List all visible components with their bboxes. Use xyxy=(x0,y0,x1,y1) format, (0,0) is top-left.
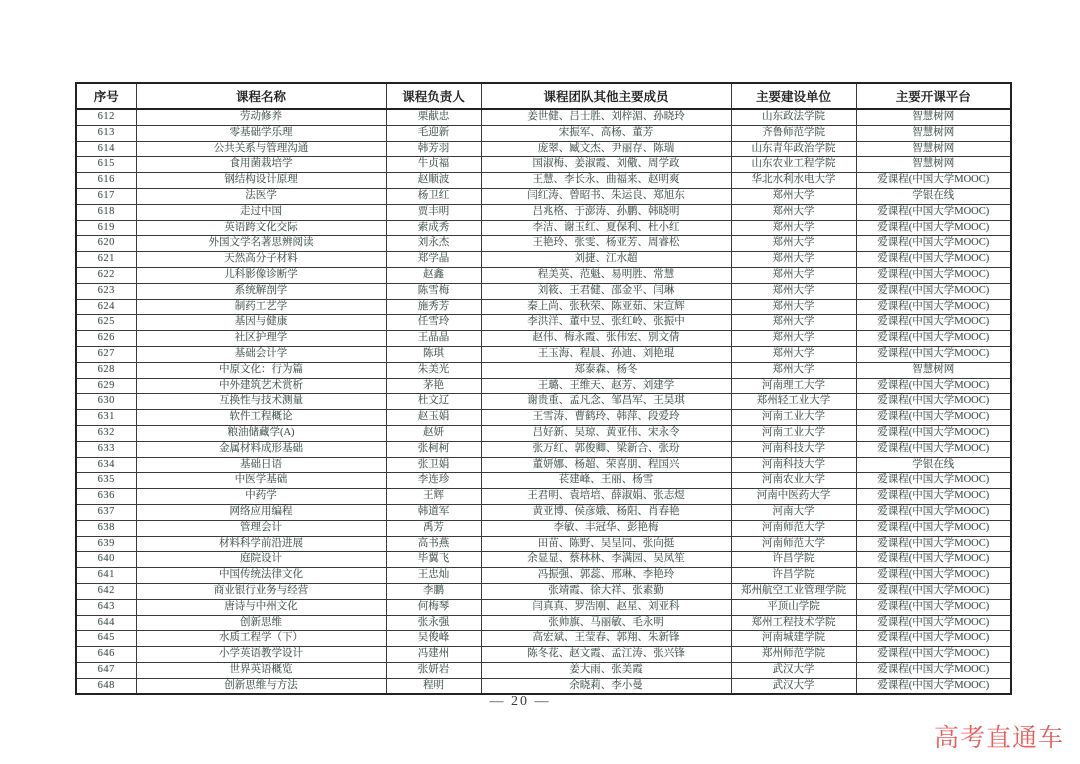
cell-unit: 河南科技大学 xyxy=(731,457,856,473)
cell-unit: 河南师范大学 xyxy=(731,520,856,536)
cell-course-name: 公共关系与管理沟通 xyxy=(136,141,386,157)
cell-unit: 华北水利水电大学 xyxy=(731,173,856,189)
cell-platform: 爱课程(中国大学MOOC) xyxy=(856,599,1011,615)
cell-unit: 河南师范大学 xyxy=(731,536,856,552)
cell-leader: 张妍岩 xyxy=(386,662,481,678)
cell-course-name: 创新思维与方法 xyxy=(136,678,386,694)
cell-platform: 爱课程(中国大学MOOC) xyxy=(856,631,1011,647)
header-cell-seq: 序号 xyxy=(76,83,136,109)
cell-platform: 智慧树网 xyxy=(856,157,1011,173)
cell-unit: 郑州大学 xyxy=(731,346,856,362)
cell-leader: 杨卫红 xyxy=(386,188,481,204)
cell-platform: 爱课程(中国大学MOOC) xyxy=(856,394,1011,410)
table-row xyxy=(76,378,1011,394)
cell-leader: 赵顺波 xyxy=(386,173,481,189)
cell-members: 吕好新、吴琼、黄亚伟、宋永令 xyxy=(481,425,731,441)
cell-seq: 641 xyxy=(76,568,136,584)
cell-seq: 618 xyxy=(76,204,136,220)
cell-platform: 智慧树网 xyxy=(856,109,1011,125)
cell-course-name: 材料科学前沿进展 xyxy=(136,536,386,552)
cell-members: 姜世健、吕士胜、刘梓湄、孙晓玲 xyxy=(481,109,731,125)
cell-seq: 645 xyxy=(76,631,136,647)
cell-seq: 646 xyxy=(76,647,136,663)
cell-seq: 632 xyxy=(76,425,136,441)
cell-course-name: 法医学 xyxy=(136,188,386,204)
cell-leader: 冯建州 xyxy=(386,647,481,663)
cell-course-name: 粮油储藏学(A) xyxy=(136,425,386,441)
cell-platform: 爱课程(中国大学MOOC) xyxy=(856,378,1011,394)
cell-course-name: 唐诗与中州文化 xyxy=(136,599,386,615)
cell-platform: 爱课程(中国大学MOOC) xyxy=(856,583,1011,599)
cell-members: 王玉海、程晨、孙迪、刘艳琨 xyxy=(481,346,731,362)
cell-seq: 619 xyxy=(76,220,136,236)
page-number: — 20 — xyxy=(489,694,551,709)
table-row xyxy=(76,252,1011,268)
cell-members: 程美英、范魁、易明胜、常慧 xyxy=(481,267,731,283)
cell-unit: 郑州大学 xyxy=(731,236,856,252)
cell-members: 黄亚博、侯彦娥、杨阳、肖春艳 xyxy=(481,504,731,520)
cell-seq: 624 xyxy=(76,299,136,315)
table-body xyxy=(76,109,1011,694)
cell-leader: 李鹏 xyxy=(386,583,481,599)
cell-leader: 李连珍 xyxy=(386,473,481,489)
table-row xyxy=(76,204,1011,220)
cell-leader: 赵玉娟 xyxy=(386,410,481,426)
cell-leader: 张永强 xyxy=(386,615,481,631)
cell-leader: 张柯柯 xyxy=(386,441,481,457)
cell-leader: 吴俊峰 xyxy=(386,631,481,647)
cell-members: 冯振强、郭蕊、邢琳、李艳玲 xyxy=(481,568,731,584)
table-row xyxy=(76,267,1011,283)
cell-unit: 齐鲁师范学院 xyxy=(731,125,856,141)
cell-leader: 朱美光 xyxy=(386,362,481,378)
cell-course-name: 走过中国 xyxy=(136,204,386,220)
cell-course-name: 小学英语教学设计 xyxy=(136,647,386,663)
cell-members: 宋振军、高杨、董芳 xyxy=(481,125,731,141)
cell-unit: 许昌学院 xyxy=(731,552,856,568)
cell-seq: 621 xyxy=(76,252,136,268)
cell-course-name: 管理会计 xyxy=(136,520,386,536)
cell-seq: 617 xyxy=(76,188,136,204)
cell-seq: 628 xyxy=(76,362,136,378)
cell-platform: 爱课程(中国大学MOOC) xyxy=(856,299,1011,315)
table-row xyxy=(76,489,1011,505)
cell-seq: 629 xyxy=(76,378,136,394)
cell-course-name: 制药工艺学 xyxy=(136,299,386,315)
cell-seq: 638 xyxy=(76,520,136,536)
cell-platform: 爱课程(中国大学MOOC) xyxy=(856,568,1011,584)
cell-leader: 韩芳羽 xyxy=(386,141,481,157)
cell-seq: 622 xyxy=(76,267,136,283)
cell-members: 李敏、丰冠华、彭艳梅 xyxy=(481,520,731,536)
cell-platform: 爱课程(中国大学MOOC) xyxy=(856,441,1011,457)
cell-course-name: 庭院设计 xyxy=(136,552,386,568)
table-row xyxy=(76,504,1011,520)
cell-platform: 爱课程(中国大学MOOC) xyxy=(856,473,1011,489)
table-row xyxy=(76,678,1011,694)
table-row xyxy=(76,536,1011,552)
cell-unit: 河南科技大学 xyxy=(731,441,856,457)
cell-unit: 郑州轻工业大学 xyxy=(731,394,856,410)
table-row xyxy=(76,647,1011,663)
cell-unit: 郑州大学 xyxy=(731,315,856,331)
table-row xyxy=(76,410,1011,426)
header-cell-members: 课程团队其他主要成员 xyxy=(481,83,731,109)
cell-unit: 郑州工程技术学院 xyxy=(731,615,856,631)
cell-course-name: 外国文学名著思辨阅读 xyxy=(136,236,386,252)
table-row xyxy=(76,568,1011,584)
cell-unit: 郑州大学 xyxy=(731,283,856,299)
cell-members: 陈冬花、赵文霞、孟江涛、张兴锋 xyxy=(481,647,731,663)
cell-members: 余晓莉、李小曼 xyxy=(481,678,731,694)
cell-course-name: 钢结构设计原理 xyxy=(136,173,386,189)
cell-seq: 633 xyxy=(76,441,136,457)
cell-course-name: 互换性与技术测量 xyxy=(136,394,386,410)
cell-unit: 郑州大学 xyxy=(731,267,856,283)
cell-platform: 爱课程(中国大学MOOC) xyxy=(856,410,1011,426)
table-row xyxy=(76,283,1011,299)
cell-leader: 毕翼飞 xyxy=(386,552,481,568)
cell-members: 刘捷、江水超 xyxy=(481,252,731,268)
cell-unit: 山东政法学院 xyxy=(731,109,856,125)
cell-leader: 陈琪 xyxy=(386,346,481,362)
cell-course-name: 基础日语 xyxy=(136,457,386,473)
cell-leader: 郑学晶 xyxy=(386,252,481,268)
cell-leader: 索成秀 xyxy=(386,220,481,236)
cell-unit: 河南工业大学 xyxy=(731,425,856,441)
cell-seq: 626 xyxy=(76,331,136,347)
cell-course-name: 儿科影像诊断学 xyxy=(136,267,386,283)
table-row xyxy=(76,173,1011,189)
cell-platform: 爱课程(中国大学MOOC) xyxy=(856,236,1011,252)
cell-members: 郑泰森、杨冬 xyxy=(481,362,731,378)
cell-unit: 郑州大学 xyxy=(731,299,856,315)
cell-course-name: 天然高分子材料 xyxy=(136,252,386,268)
cell-unit: 郑州大学 xyxy=(731,220,856,236)
cell-unit: 河南工业大学 xyxy=(731,410,856,426)
header-cell-unit: 主要建设单位 xyxy=(731,83,856,109)
cell-leader: 任雪玲 xyxy=(386,315,481,331)
table-row xyxy=(76,599,1011,615)
cell-unit: 武汉大学 xyxy=(731,678,856,694)
cell-leader: 王忠灿 xyxy=(386,568,481,584)
table-row xyxy=(76,315,1011,331)
table-header-row xyxy=(76,83,1011,109)
cell-platform: 爱课程(中国大学MOOC) xyxy=(856,252,1011,268)
cell-members: 张万红、郭俊卿、梁新合、张玢 xyxy=(481,441,731,457)
cell-course-name: 中医学基础 xyxy=(136,473,386,489)
table-row xyxy=(76,125,1011,141)
cell-seq: 616 xyxy=(76,173,136,189)
cell-members: 王雪涛、曹鹤玲、韩萍、段爱玲 xyxy=(481,410,731,426)
cell-leader: 贾丰明 xyxy=(386,204,481,220)
cell-members: 王璐、王维天、赵芳、刘建学 xyxy=(481,378,731,394)
cell-course-name: 世界英语概览 xyxy=(136,662,386,678)
cell-platform: 爱课程(中国大学MOOC) xyxy=(856,520,1011,536)
cell-seq: 640 xyxy=(76,552,136,568)
cell-seq: 620 xyxy=(76,236,136,252)
cell-platform: 爱课程(中国大学MOOC) xyxy=(856,615,1011,631)
cell-unit: 武汉大学 xyxy=(731,662,856,678)
cell-platform: 智慧树网 xyxy=(856,141,1011,157)
cell-members: 张帅旗、马丽敏、毛永明 xyxy=(481,615,731,631)
table-row xyxy=(76,331,1011,347)
cell-platform: 爱课程(中国大学MOOC) xyxy=(856,489,1011,505)
cell-leader: 茅艳 xyxy=(386,378,481,394)
table-row xyxy=(76,615,1011,631)
table-row xyxy=(76,662,1011,678)
cell-course-name: 零基础学乐理 xyxy=(136,125,386,141)
table-row xyxy=(76,220,1011,236)
cell-platform: 爱课程(中国大学MOOC) xyxy=(856,678,1011,694)
cell-members: 闫红涛、曾昭书、朱运良、郑旭东 xyxy=(481,188,731,204)
cell-seq: 644 xyxy=(76,615,136,631)
cell-platform: 爱课程(中国大学MOOC) xyxy=(856,504,1011,520)
header-cell-course: 课程名称 xyxy=(136,83,386,109)
header-cell-leader: 课程负责人 xyxy=(386,83,481,109)
cell-unit: 郑州师范学院 xyxy=(731,647,856,663)
cell-seq: 647 xyxy=(76,662,136,678)
cell-platform: 爱课程(中国大学MOOC) xyxy=(856,536,1011,552)
cell-leader: 程明 xyxy=(386,678,481,694)
cell-leader: 施秀芳 xyxy=(386,299,481,315)
cell-unit: 郑州大学 xyxy=(731,252,856,268)
cell-unit: 山东农业工程学院 xyxy=(731,157,856,173)
cell-members: 刘筱、王君健、邵金平、闫琳 xyxy=(481,283,731,299)
cell-leader: 韩道军 xyxy=(386,504,481,520)
table-row xyxy=(76,236,1011,252)
cell-course-name: 英语跨文化交际 xyxy=(136,220,386,236)
cell-unit: 山东青年政治学院 xyxy=(731,141,856,157)
cell-seq: 623 xyxy=(76,283,136,299)
cell-course-name: 中原文化：行为篇 xyxy=(136,362,386,378)
cell-unit: 许昌学院 xyxy=(731,568,856,584)
cell-seq: 636 xyxy=(76,489,136,505)
cell-platform: 爱课程(中国大学MOOC) xyxy=(856,315,1011,331)
cell-course-name: 基因与健康 xyxy=(136,315,386,331)
cell-course-name: 社区护理学 xyxy=(136,331,386,347)
cell-course-name: 劳动修养 xyxy=(136,109,386,125)
cell-members: 王艳玲、张雯、杨亚芳、周睿松 xyxy=(481,236,731,252)
cell-seq: 631 xyxy=(76,410,136,426)
cell-seq: 648 xyxy=(76,678,136,694)
cell-leader: 牛贞福 xyxy=(386,157,481,173)
cell-unit: 郑州航空工业管理学院 xyxy=(731,583,856,599)
cell-unit: 河南理工大学 xyxy=(731,378,856,394)
cell-unit: 郑州大学 xyxy=(731,204,856,220)
table-row xyxy=(76,346,1011,362)
cell-unit: 河南中医药大学 xyxy=(731,489,856,505)
cell-members: 苌建峰、王丽、杨雪 xyxy=(481,473,731,489)
cell-unit: 郑州大学 xyxy=(731,188,856,204)
watermark-gaokao-zhitongche: 高考直通车 xyxy=(933,724,1064,752)
cell-platform: 爱课程(中国大学MOOC) xyxy=(856,331,1011,347)
cell-platform: 爱课程(中国大学MOOC) xyxy=(856,662,1011,678)
cell-seq: 614 xyxy=(76,141,136,157)
cell-platform: 智慧树网 xyxy=(856,125,1011,141)
cell-members: 姜大雨、张美霞 xyxy=(481,662,731,678)
cell-members: 张靖霞、徐大祥、张素勤 xyxy=(481,583,731,599)
cell-seq: 625 xyxy=(76,315,136,331)
cell-members: 田苗、陈野、吴呈同、张向挺 xyxy=(481,536,731,552)
cell-course-name: 系统解剖学 xyxy=(136,283,386,299)
cell-leader: 高书燕 xyxy=(386,536,481,552)
cell-unit: 平顶山学院 xyxy=(731,599,856,615)
cell-seq: 639 xyxy=(76,536,136,552)
table-row xyxy=(76,457,1011,473)
cell-course-name: 食用菌栽培学 xyxy=(136,157,386,173)
cell-leader: 赵鑫 xyxy=(386,267,481,283)
table-row xyxy=(76,583,1011,599)
cell-platform: 爱课程(中国大学MOOC) xyxy=(856,267,1011,283)
cell-seq: 630 xyxy=(76,394,136,410)
table-row xyxy=(76,394,1011,410)
cell-unit: 郑州大学 xyxy=(731,362,856,378)
cell-seq: 642 xyxy=(76,583,136,599)
cell-members: 余显显、蔡林林、李满园、吴凤笙 xyxy=(481,552,731,568)
cell-seq: 635 xyxy=(76,473,136,489)
cell-seq: 637 xyxy=(76,504,136,520)
cell-course-name: 中国传统法律文化 xyxy=(136,568,386,584)
cell-members: 王君明、袁培培、薛淑娟、张志煜 xyxy=(481,489,731,505)
cell-seq: 634 xyxy=(76,457,136,473)
cell-members: 李洪洋、董中昱、张红岭、张振中 xyxy=(481,315,731,331)
cell-platform: 爱课程(中国大学MOOC) xyxy=(856,204,1011,220)
cell-leader: 毛迎新 xyxy=(386,125,481,141)
cell-course-name: 水质工程学（下） xyxy=(136,631,386,647)
table-row xyxy=(76,141,1011,157)
table-row xyxy=(76,631,1011,647)
cell-platform: 爱课程(中国大学MOOC) xyxy=(856,346,1011,362)
cell-unit: 河南城建学院 xyxy=(731,631,856,647)
cell-leader: 栗献忠 xyxy=(386,109,481,125)
cell-platform: 爱课程(中国大学MOOC) xyxy=(856,552,1011,568)
cell-members: 董妍娜、杨超、荣喜朋、程国兴 xyxy=(481,457,731,473)
cell-course-name: 基础会计学 xyxy=(136,346,386,362)
cell-members: 庞翠、臧文杰、尹丽存、陈瑞 xyxy=(481,141,731,157)
cell-course-name: 网络应用编程 xyxy=(136,504,386,520)
cell-platform: 学银在线 xyxy=(856,188,1011,204)
cell-seq: 613 xyxy=(76,125,136,141)
cell-unit: 河南农业大学 xyxy=(731,473,856,489)
cell-leader: 王辉 xyxy=(386,489,481,505)
cell-platform: 爱课程(中国大学MOOC) xyxy=(856,220,1011,236)
cell-leader: 王晶晶 xyxy=(386,331,481,347)
cell-seq: 615 xyxy=(76,157,136,173)
cell-course-name: 创新思维 xyxy=(136,615,386,631)
cell-unit: 河南大学 xyxy=(731,504,856,520)
cell-platform: 学银在线 xyxy=(856,457,1011,473)
cell-leader: 赵妍 xyxy=(386,425,481,441)
cell-platform: 爱课程(中国大学MOOC) xyxy=(856,425,1011,441)
cell-leader: 陈雪梅 xyxy=(386,283,481,299)
table-row xyxy=(76,441,1011,457)
cell-platform: 爱课程(中国大学MOOC) xyxy=(856,647,1011,663)
cell-members: 赵伟、梅永霞、张伟宏、别文倩 xyxy=(481,331,731,347)
table-row xyxy=(76,425,1011,441)
cell-platform: 爱课程(中国大学MOOC) xyxy=(856,283,1011,299)
cell-seq: 643 xyxy=(76,599,136,615)
cell-leader: 禹芳 xyxy=(386,520,481,536)
table-row xyxy=(76,362,1011,378)
cell-members: 闫真真、罗浩刚、赵星、刘亚科 xyxy=(481,599,731,615)
cell-course-name: 中外建筑艺术赏析 xyxy=(136,378,386,394)
table-row xyxy=(76,188,1011,204)
cell-members: 高宏斌、王莹春、郭翔、朱新锋 xyxy=(481,631,731,647)
cell-platform: 爱课程(中国大学MOOC) xyxy=(856,173,1011,189)
cell-leader: 杜文辽 xyxy=(386,394,481,410)
cell-unit: 郑州大学 xyxy=(731,331,856,347)
cell-members: 秦上尚、张秋荣、陈亚茹、宋宣辉 xyxy=(481,299,731,315)
cell-members: 李洁、谢玉红、夏保利、杜小红 xyxy=(481,220,731,236)
cell-members: 谢贵重、孟凡念、邹昌军、王昊琪 xyxy=(481,394,731,410)
table-row xyxy=(76,520,1011,536)
cell-platform: 智慧树网 xyxy=(856,362,1011,378)
table-row xyxy=(76,157,1011,173)
cell-course-name: 商业银行业务与经营 xyxy=(136,583,386,599)
table-row xyxy=(76,109,1011,125)
cell-leader: 何梅琴 xyxy=(386,599,481,615)
header-cell-platform: 主要开课平台 xyxy=(856,83,1011,109)
cell-leader: 刘永杰 xyxy=(386,236,481,252)
cell-seq: 612 xyxy=(76,109,136,125)
table-row xyxy=(76,299,1011,315)
cell-course-name: 中药学 xyxy=(136,489,386,505)
cell-course-name: 金属材料成形基础 xyxy=(136,441,386,457)
cell-seq: 627 xyxy=(76,346,136,362)
table-row xyxy=(76,552,1011,568)
cell-members: 王慧、李长永、曲福来、赵明爽 xyxy=(481,173,731,189)
cell-course-name: 软件工程概论 xyxy=(136,410,386,426)
table-row xyxy=(76,473,1011,489)
cell-members: 国淑梅、姜淑霞、刘儆、周学政 xyxy=(481,157,731,173)
course-list-table xyxy=(75,82,1012,695)
cell-leader: 张卫娟 xyxy=(386,457,481,473)
cell-members: 吕兆格、于澎涛、孙鹏、韩晓明 xyxy=(481,204,731,220)
